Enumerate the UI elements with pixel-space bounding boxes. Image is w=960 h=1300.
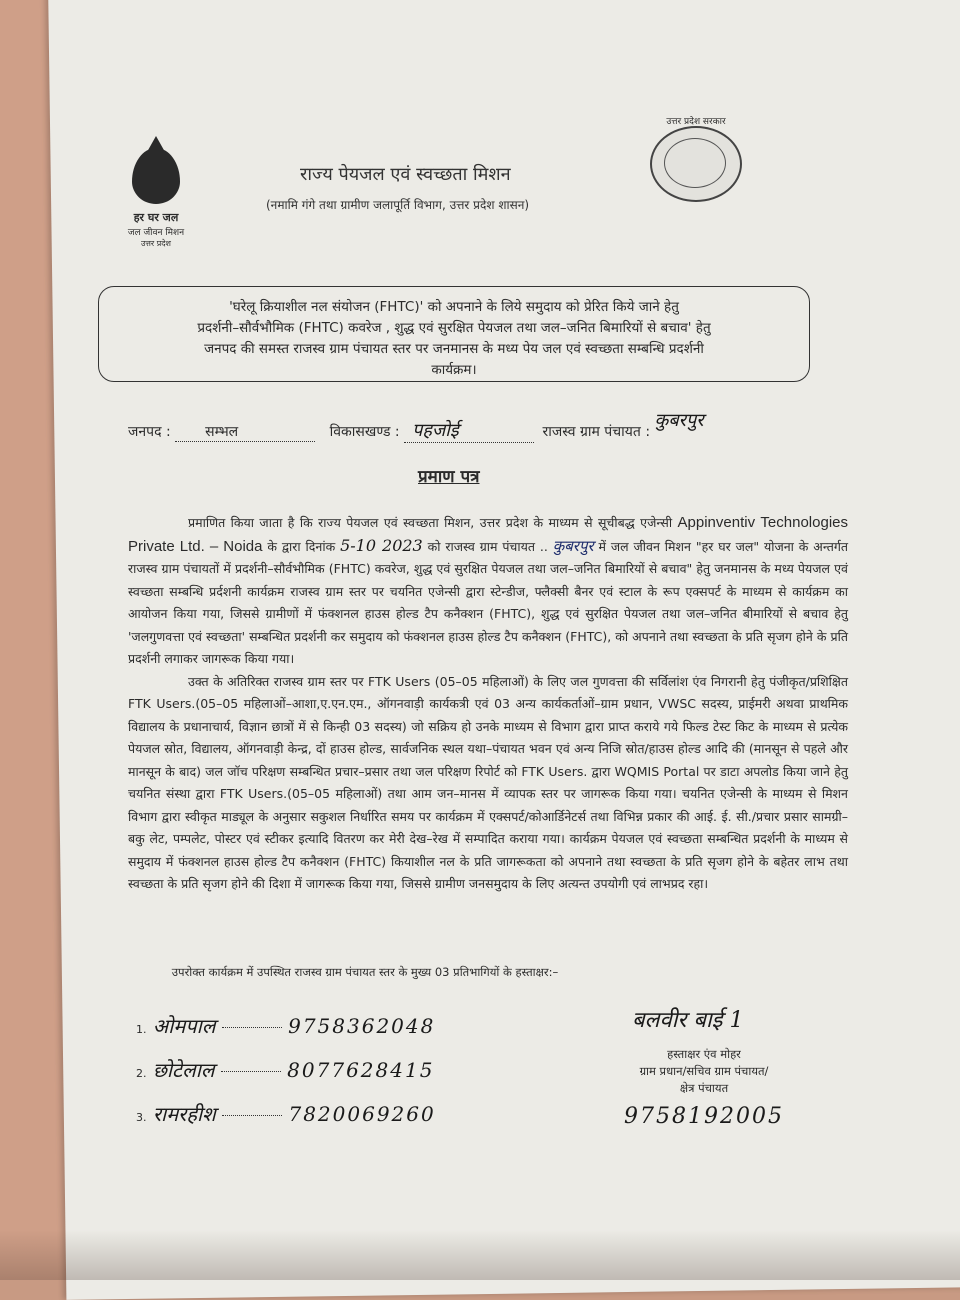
block-label: विकासखण्ड : <box>329 424 400 440</box>
emblem-text: उत्तर प्रदेश सरकार <box>666 117 726 127</box>
mission-subtitle: (नमामि गंगे तथा ग्रामीण जलापूर्ति विभाग, उत्तर प्रदेश शासन) <box>266 198 530 212</box>
topic-line-4: कार्यक्रम। <box>431 362 477 378</box>
photo-shadow <box>0 1230 960 1280</box>
dotted-line <box>222 1115 282 1116</box>
participant-3 <box>136 1100 436 1127</box>
p1-body: में जल जीवन मिशन "हर घर जल" योजना के अन्तर्गत राजस्व ग्राम पंचायतों में प्रदर्शनी–सौर्वभौमिक (FHTC) कवरेज, शुद्ध एवं सुरक्षित पेयजल तथा जल–जनित बिमारियों से बचाव" हेतु जनमानस के मध्य पेयजल एवं स्वच्छता सम्बन्धि प्रर्दशनी कार्यक्रम राजस्व ग्राम स्तर पर चयनित एजेन्सी द्वारा स्टेन्डीज, फ्लैक्सी बैनर एवं स्टाल के रूप एक्सपर्ट के माध्यम से कार्यक्रम का आयोजन किया गया, जिससे ग्रामीणों में फंक्शनल हाउस होल्ड टैप कनैक्शन (FHTC), शुद्ध एवं सुरक्षित पेयजल तथा जल–जनित बीमारियों से बचाव हेतु 'जलगुणवत्ता एवं स्वच्छता' सम्बन्धित प्रदर्शनी कर समुदाय को फंक्शनल हाउस होल्ड टैप कनैक्शन (FHTC), को अपनाने तथा स्वच्छता के प्रति सृजग होने के प्रति प्रदर्शनी लगाकर जागरूक किया गया। <box>128 538 848 666</box>
pradhan-phone: 9758192005 <box>624 1104 784 1129</box>
logo-line-1: हर घर जल <box>133 211 179 224</box>
emblem-inner-ring <box>664 138 726 188</box>
district-label: जनपद : <box>128 424 171 440</box>
dotted-line <box>221 1071 281 1072</box>
village-handwritten: कुबरपुर <box>552 536 594 555</box>
participant-1-phone: 9758362048 <box>288 1014 436 1038</box>
panchayat-level-label: क्षेत्र पंचायत <box>679 1081 729 1095</box>
participant-3-phone: 7820069260 <box>288 1102 436 1126</box>
block-value: पहजोई <box>412 420 459 441</box>
participant-2-name: छोटेलाल <box>152 1058 215 1082</box>
paragraph-2: उक्त के अतिरिक्त राजस्व ग्राम स्तर पर FTK Users (05–05 महिलाओं) के लिए जल गुणवत्ता की सर्विलांश एंव निगरानी हेतु पंजीकृत/प्रशिक्षित FTK Users.(05–05 महिलाओं–आशा,ए.एन.एम., ऑगनवाड़ी कार्यकत्री एवं 03 अन्य कार्यकर्ताओं–ग्राम प्रधान, VWSC सदस्य, प्राईमरी अथवा प्राथमिक विद्यालय के प्रधानाचार्य, विज्ञान छात्रों में से किन्ही 03 सदस्य) जो सक्रिय हो उनके माध्यम से विभाग द्वारा प्राप्त कराये गये फिल्ड टेस्ट किट के माध्यम से प्रत्येक पेयजल स्रोत, विद्यालय, ऑगनवाड़ी केन्द्र, दों हाउस होल्ड, सार्वजनिक स्थल यथा–पंचायत भवन एवं अन्य निजि स्रोत/हाउस होल्ड आदि की (मानसून से पहले और मानसून के बाद) जल जॉच परिक्षण सम्बन्धित प्रचार–प्रसार तथा जल परिक्षण रिपोर्ट को FTK Users. द्वारा WQMIS Portal पर डाटा अपलोड किया जाने हेतु चयनित संस्था द्वारा FTK Users.(05–05 महिलाओं) तथा आम जन–मानस में व्यापक स्तर पर जागरूक किया गया। चयनित एजेन्सी के माध्यम से मिशन विभाग द्वारा स्वीकृत माड्यूल के अनुसार सकुशल निर्धारित समय पर कार्यक्रम में एक्सपर्ट/कोआर्डिनेटर्स तथा विभिन्न प्रकार की आई. ई. सी./प्रचार प्रसार सामग्री–बकु लेट, पम्पलेट, पोस्टर एवं स्टीकर इत्यादि वितरण कर मेरी देख–रेख में सम्पादित कराया गया। कार्यक्रम पेयजल एवं स्वच्छता सम्बन्धित प्रदर्शनी के माध्यम से समुदाय में फंक्शनल हाउस होल्ड टैप कनैक्शन (FHTC) कियाशील नल के प्रति जागरूकता को अपनाने तथा स्वच्छता के प्रति सृजग होने के बहेतर लाभ तथा स्वच्छता के प्रति सृजग होने की दिशा में जागरूक किया गया, जिससे ग्रामीण जनसमुदाय के लिए अत्यन्त उपयोगी एवं लाभप्रद रहा। <box>128 673 848 891</box>
participant-3-name: रामरहीश <box>152 1102 216 1126</box>
water-drop-icon <box>132 148 180 204</box>
participant-2 <box>136 1056 434 1083</box>
topic-line-1: 'घरेलू क्रियाशील नल संयोजन (FHTC)' को अपनाने के लिये समुदाय को प्रेरित किये जाने हेतु <box>229 299 679 315</box>
sign-seal-label: हस्ताक्षर एंव मोहर <box>667 1047 741 1061</box>
program-date: 5-10 2023 <box>340 535 423 555</box>
certificate-title: प्रमाण पत्र <box>418 467 480 487</box>
pradhan-signature: बलवीर बाई 1 <box>632 1008 744 1033</box>
logo-line-3: उत्तर प्रदेश <box>141 239 171 248</box>
logo-line-2: जल जीवन मिशन <box>127 228 185 238</box>
participants-heading: उपरोक्त कार्यक्रम में उपस्थित राजस्व ग्राम पंचायत स्तर के मुख्य 03 प्रतिभागियों के हस्ताक्षर:– <box>171 965 559 979</box>
topic-line-2: प्रदर्शनी–सौर्वभौमिक (FHTC) कवरेज , शुद्ध एवं सुरक्षित पेयजल तथा जल–जनित बिमारियों से बचाव' हेतु <box>197 320 711 336</box>
participant-1 <box>136 1012 435 1039</box>
district-value: सम्भल <box>205 424 239 440</box>
program-topic-box <box>98 286 810 382</box>
participant-2-number: 2. <box>136 1067 147 1080</box>
participant-3-number: 3. <box>136 1111 147 1124</box>
participant-1-name: ओमपाल <box>152 1014 216 1038</box>
district-field <box>175 422 315 442</box>
signature-labels <box>604 1046 804 1097</box>
location-fields <box>128 410 828 443</box>
panchayat-value: कुबरपुर <box>654 410 704 431</box>
paragraph-1 <box>128 512 848 671</box>
p1-intro: प्रमाणित किया जाता है कि राज्य पेयजल एवं स्वच्छता मिशन, उत्तर प्रदेश के माध्यम से सूचीबद्ध एजेन्सी <box>188 515 673 530</box>
panchayat-label: राजस्व ग्राम पंचायत : <box>542 424 651 440</box>
up-government-emblem-icon <box>650 117 742 202</box>
block-field <box>404 418 534 443</box>
agency-name: Appinventiv Technologies Private Ltd. – Noida <box>128 514 848 555</box>
certificate-body <box>128 512 848 896</box>
har-ghar-jal-logo <box>96 148 216 249</box>
designation-label: ग्राम प्रधान/सचिव ग्राम पंचायत/ <box>639 1064 769 1078</box>
topic-line-3: जनपद की समस्त राजस्व ग्राम पंचायत स्तर पर जनमानस के मध्य पेय जल एवं स्वच्छता सम्बन्धि प्रदर्शनी <box>204 341 704 357</box>
mission-title: राज्य पेयजल एवं स्वच्छता मिशन <box>300 164 511 185</box>
p1-date-prefix: के द्वारा दिनांक <box>267 538 336 554</box>
dotted-line <box>222 1027 282 1028</box>
participant-2-phone: 8077628415 <box>287 1058 435 1082</box>
participant-1-number: 1. <box>136 1023 147 1036</box>
p1-date-suffix: को राजस्व ग्राम पंचायत .. <box>427 538 548 554</box>
